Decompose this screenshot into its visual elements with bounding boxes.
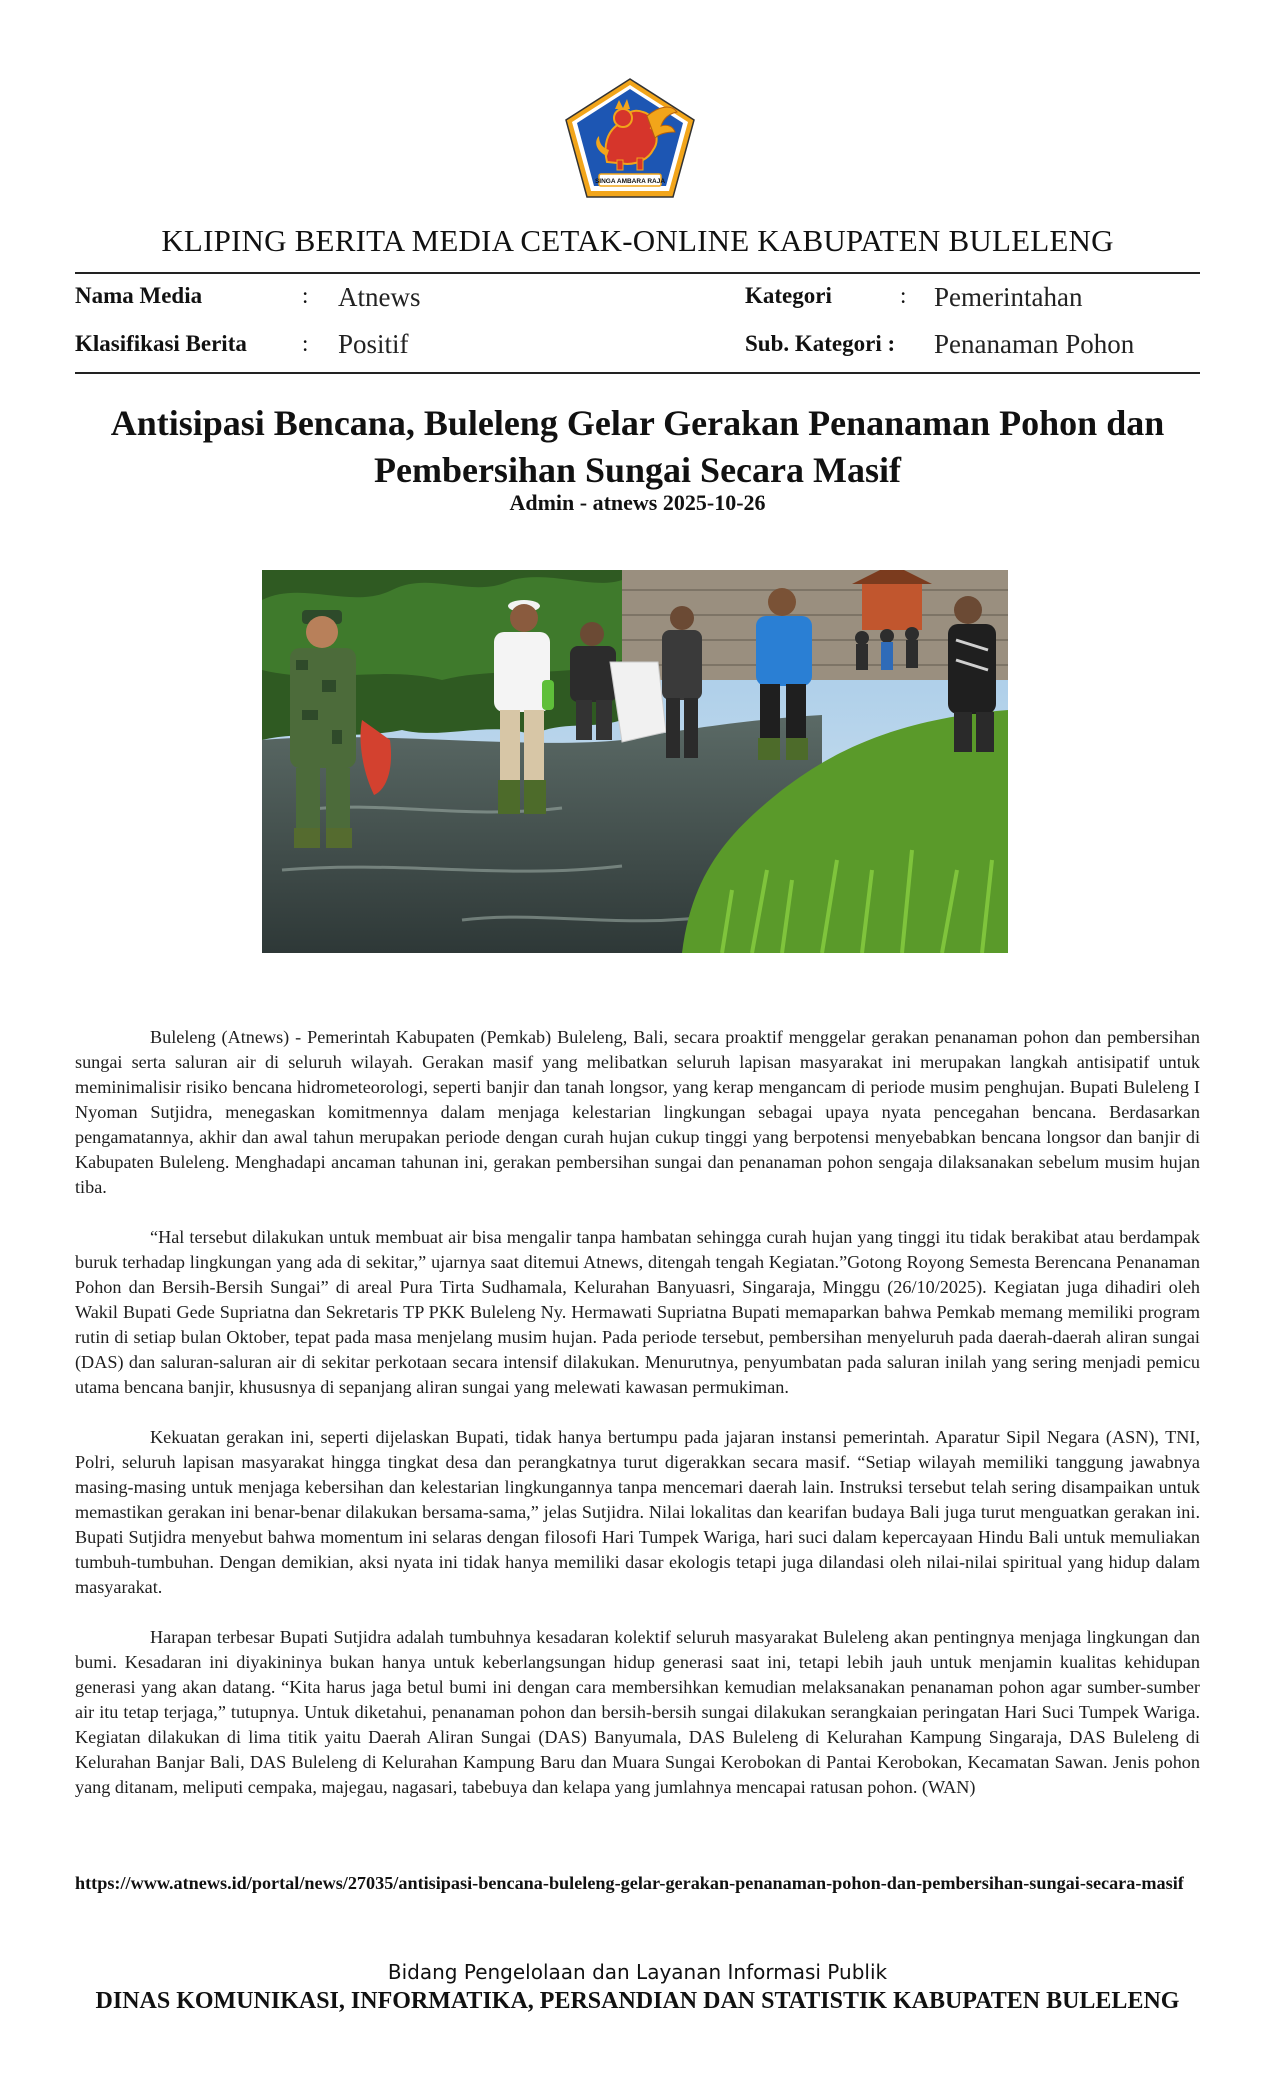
header-divider-top bbox=[75, 272, 1200, 274]
klasifikasi-colon: : bbox=[302, 331, 309, 356]
article-paragraph-4: Harapan terbesar Bupati Sutjidra adalah tumbuhnya kesadaran kolektif seluruh masyarakat Buleleng akan pentingnya menjaga lingkungan dan bumi. Kesadaran ini diyakininya bukan hanya untuk keberlangsungan hidup generasi saat ini, tetapi lebih jauh untuk menjamin kualitas kehidupan generasi yang akan datang. “Kita harus jaga betul bumi ini dengan cara membersihkan kemudian melaksanakan penanaman pohon agar sumber-sumber air itu tetap terjaga,” tutupnya. Untuk diketahui, penanaman pohon dan bersih-bersih sungai dilakukan serangkaian peringatan Hari Suci Tumpek Wariga. Kegiatan dilakukan di lima titik yaitu Daerah Aliran Sungai (DAS) Banyumala, DAS Buleleng di Kelurahan Kampung Singaraja, DAS Buleleng di Kelurahan Banjar Bali, DAS Buleleng di Kelurahan Kampung Baru dan Muara Sungai Kerobokan di Pantai Kerobokan, Kecamatan Sawan. Jenis pohon yang ditanam, meliputi cempaka, majegau, nagasari, tabebuya dan kelapa yang jumlahnya mencapai ratusan pohon. (WAN) bbox=[75, 1627, 1200, 1797]
article-paragraph-2: “Hal tersebut dilakukan untuk membuat air bisa mengalir tanpa hambatan sehingga curah hujan yang tinggi itu tidak berakibat atau berdampak buruk terhadap lingkungan yang ada di sekitar,” ujarnya saat ditemui Atnews, ditengah tengah Kegiatan.”Gotong Royong Semesta Berencana Penanaman Pohon dan Bersih-Bersih Sungai” di areal Pura Tirta Sudhamala, Kelurahan Banyuasri, Singaraja, Minggu (26/10/2025). Kegiatan juga dihadiri oleh Wakil Bupati Gede Supriatna dan Sekretaris TP PKK Buleleng Ny. Hermawati Supriatna Bupati memaparkan bahwa Pemkab memang memiliki program rutin di setiap bulan Oktober, tepat pada masa menjelang musim hujan. Pada periode tersebut, pembersihan menyeluruh pada daerah-daerah aliran sungai (DAS) dan saluran-saluran air di sekitar perkotaan secara intensif dilakukan. Menurutnya, penyumbatan pada saluran inilah yang sering menjadi pemicu utama bencana banjir, khususnya di sepanjang aliran sungai yang melewati kawasan permukiman. bbox=[75, 1227, 1200, 1397]
headline-line-1: Antisipasi Bencana, Buleleng Gelar Gerakan Penanaman Pohon dan bbox=[110, 403, 1165, 443]
klasifikasi-value: Positif bbox=[338, 329, 409, 359]
sub-kategori-value: Penanaman Pohon bbox=[934, 329, 1135, 359]
klasifikasi-label: Klasifikasi Berita bbox=[75, 331, 247, 356]
article-photo bbox=[262, 570, 1008, 953]
footer-division: Bidang Pengelolaan dan Layanan Informasi Publik bbox=[387, 1960, 888, 1984]
nama-media-label: Nama Media bbox=[75, 283, 203, 308]
nama-media-colon: : bbox=[302, 283, 309, 308]
footer-agency: DINAS KOMUNIKASI, INFORMATIKA, PERSANDIAN DAN STATISTIK KABUPATEN BULELENG bbox=[95, 1988, 1180, 2014]
source-url-link[interactable]: https://www.atnews.id/portal/news/27035/antisipasi-bencana-buleleng-gelar-gerakan-penanaman-pohon-dan-pembersihan-sungai-secara-masif bbox=[75, 1873, 1184, 1893]
kliping-title: KLIPING BERITA MEDIA CETAK-ONLINE KABUPATEN BULELENG bbox=[161, 223, 1114, 258]
article-paragraph-1: Buleleng (Atnews) - Pemerintah Kabupaten (Pemkab) Buleleng, Bali, secara proaktif menggelar gerakan penanaman pohon dan pembersihan sungai serta saluran air di seluruh wilayah. Gerakan masif yang melibatkan seluruh lapisan masyarakat ini merupakan langkah antisipatif untuk meminimalisir risiko bencana hidrometeorologi, seperti banjir dan tanah longsor, yang kerap mengancam di periode musim penghujan. Bupati Buleleng I Nyoman Sutjidra, menegaskan komitmennya dalam menjaga kelestarian lingkungan sebagai upaya nyata pencegahan bencana. Berdasarkan pengamatannya, akhir dan awal tahun merupakan periode dengan curah hujan cukup tinggi yang berpotensi menyebabkan bencana longsor dan banjir di Kabupaten Buleleng. Menghadapi ancaman tahunan ini, gerakan pembersihan sungai dan penanaman pohon sengaja dilaksanakan sebelum musim hujan tiba. bbox=[75, 1027, 1200, 1197]
headline-line-2: Pembersihan Sungai Secara Masif bbox=[374, 450, 901, 490]
kategori-value: Pemerintahan bbox=[934, 282, 1083, 312]
kategori-label: Kategori bbox=[745, 283, 832, 308]
crest-motto: SINGA AMBARA RAJA bbox=[594, 178, 666, 185]
article-headline bbox=[75, 400, 1200, 494]
buleleng-crest-icon bbox=[563, 76, 697, 200]
sub-kategori-label: Sub. Kategori : bbox=[745, 331, 896, 356]
buleleng-crest-logo bbox=[563, 76, 697, 200]
nama-media-value: Atnews bbox=[338, 282, 421, 312]
header-divider-bottom bbox=[75, 372, 1200, 374]
kategori-colon: : bbox=[900, 283, 907, 308]
article-body bbox=[75, 1025, 1200, 1825]
article-paragraph-3: Kekuatan gerakan ini, seperti dijelaskan Bupati, tidak hanya bertumpu pada jajaran instansi pemerintah. Aparatur Sipil Negara (ASN), TNI, Polri, seluruh lapisan masyarakat hingga tingkat desa dan perangkatnya turut digerakkan secara masif. “Setiap wilayah memiliki tanggung jawabnya masing-masing untuk menjaga kebersihan dan kelestarian lingkungannya tanpa mencemari daerah lain. Instruksi tersebut telah sering disampaikan untuk memastikan gerakan ini benar-benar dilakukan bersama-sama,” jelas Sutjidra. Nilai lokalitas dan kearifan budaya Bali juga turut menguatkan gerakan ini. Bupati Sutjidra menyebut bahwa momentum ini selaras dengan filosofi Hari Tumpek Wariga, hari suci dalam kepercayaan Hindu Bali untuk memuliakan tumbuh-tumbuhan. Dengan demikian, aksi nyata ini tidak hanya memiliki dasar ekologis tetapi juga dilandasi oleh nilai-nilai spiritual yang hidup dalam masyarakat. bbox=[75, 1427, 1200, 1597]
article-byline: Admin - atnews 2025-10-26 bbox=[509, 490, 766, 515]
